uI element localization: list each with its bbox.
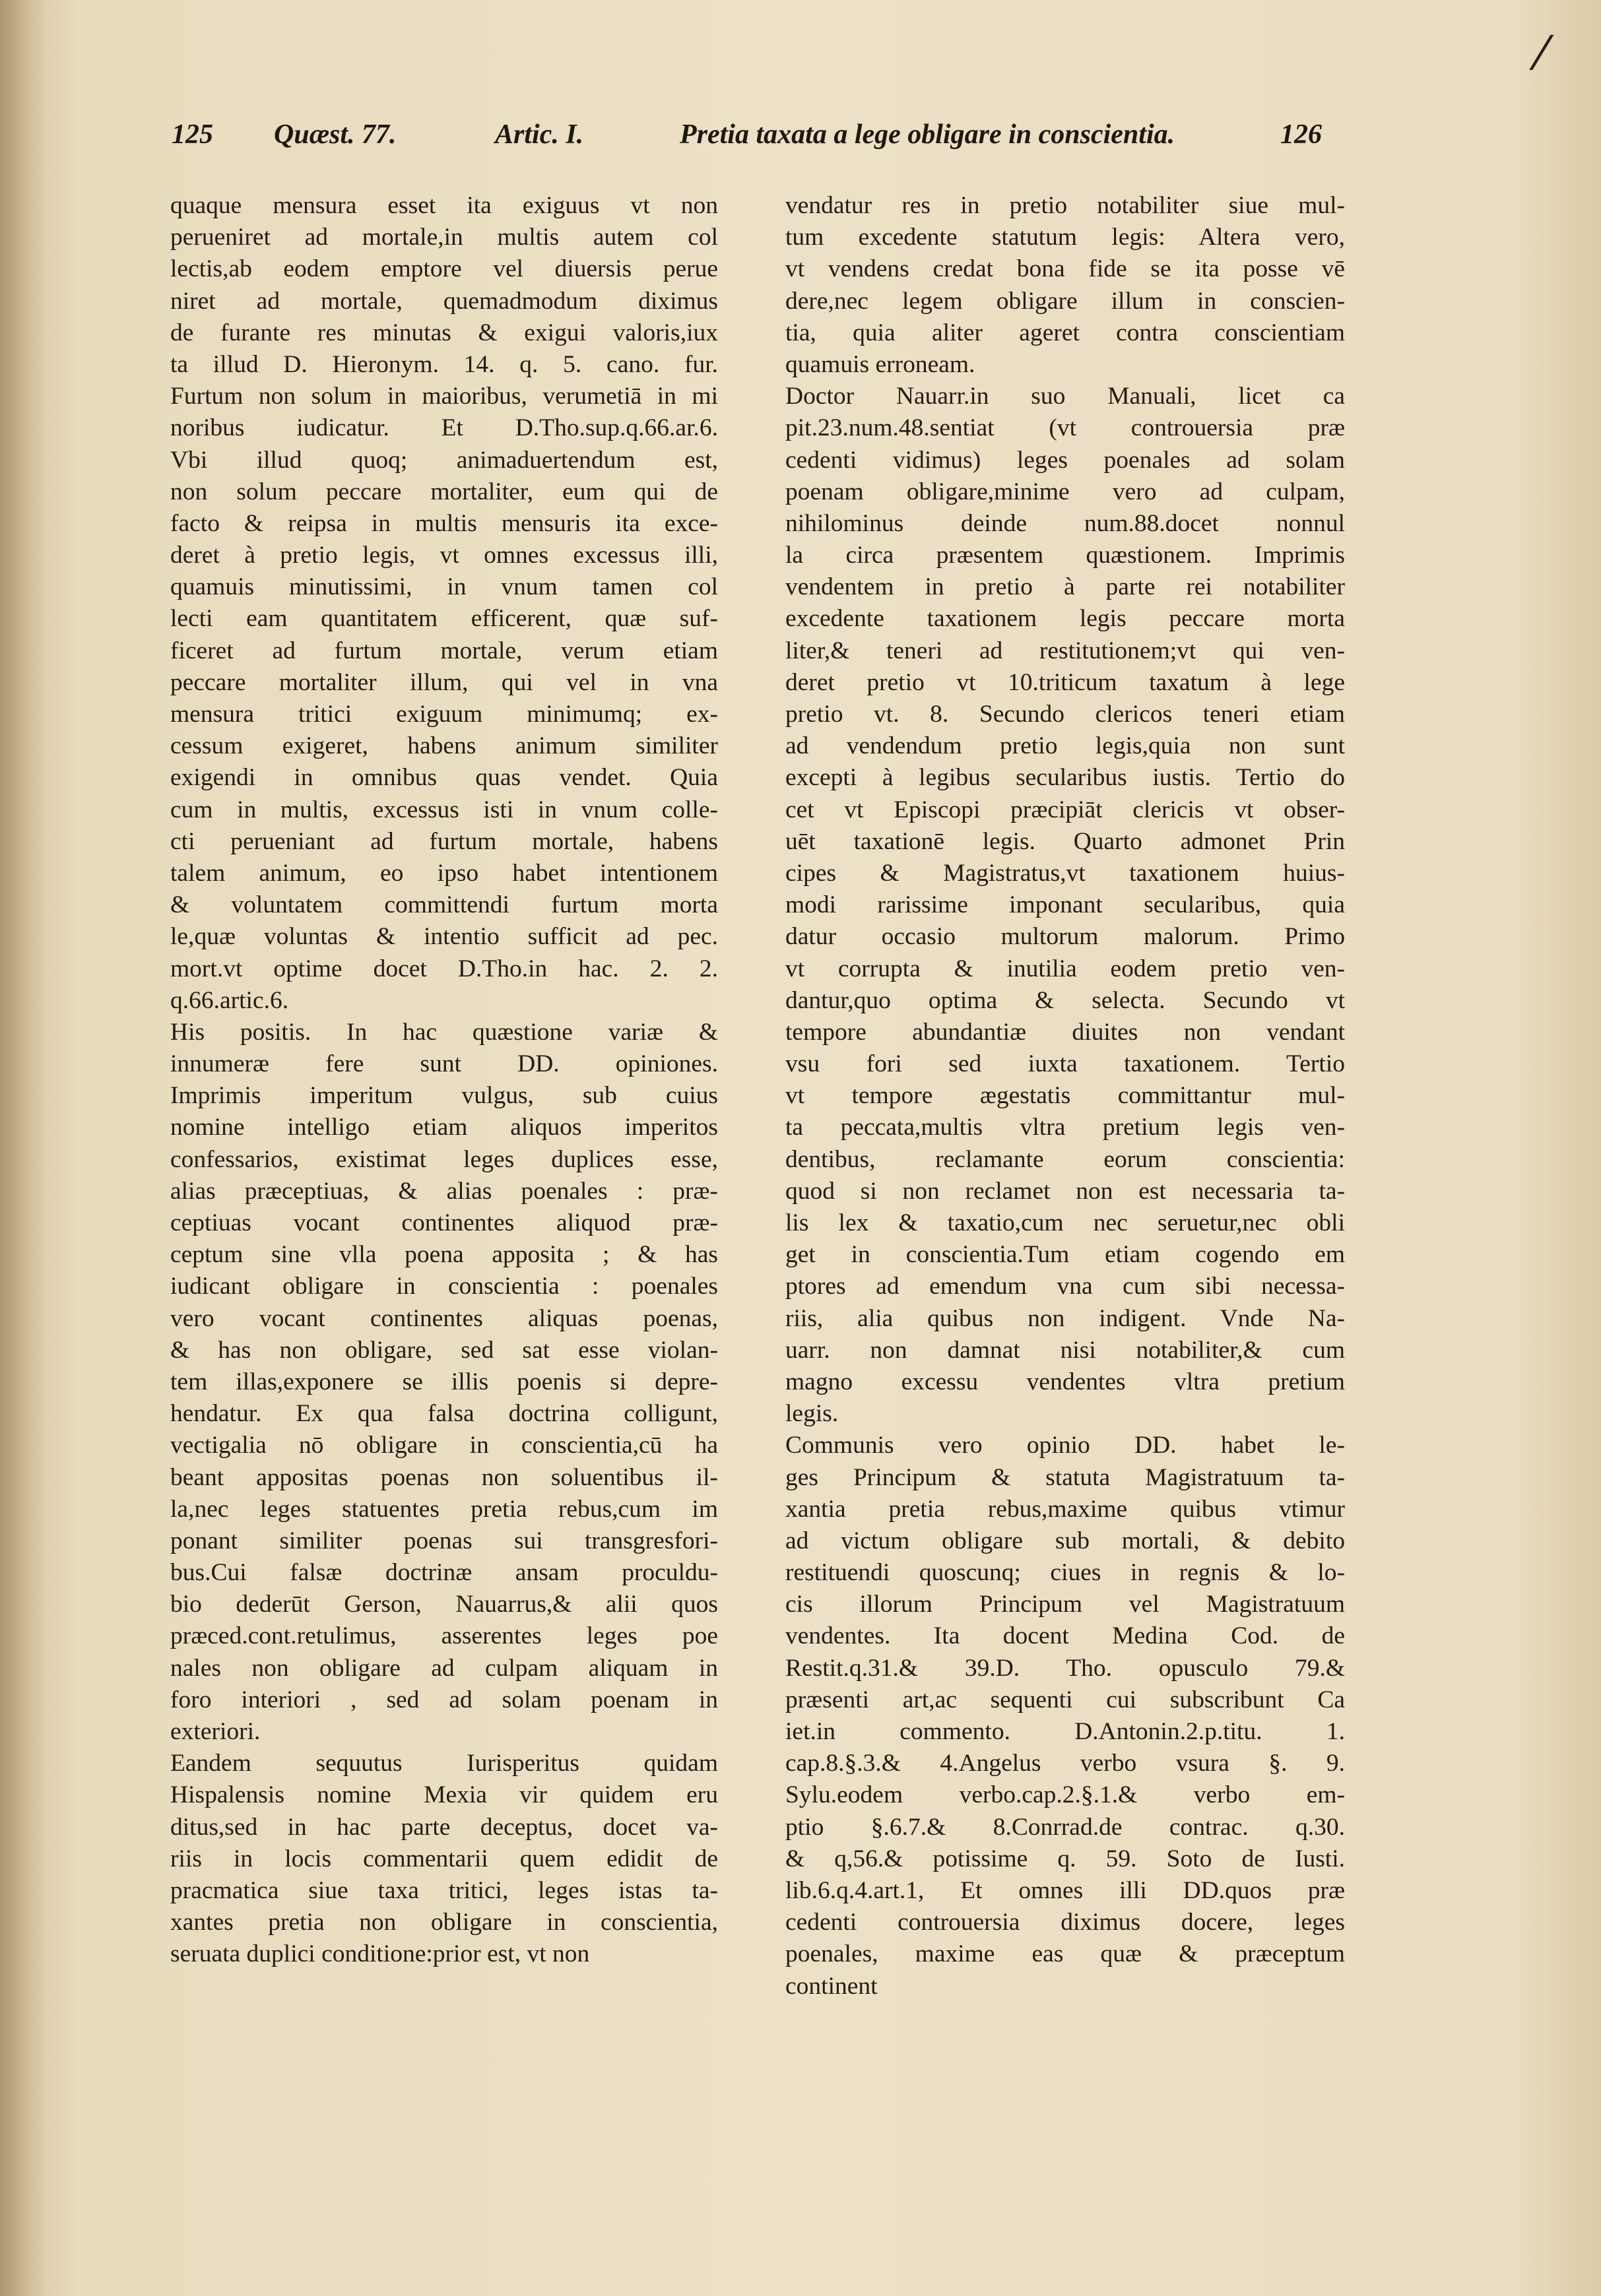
text-line: lectis,ab eodem emptore vel diuersis perue: [170, 255, 718, 283]
text-line: Eandem sequutus Iurisperitus quidam: [170, 1750, 718, 1777]
text-line: cedenti controuersia diximus docere, leges: [785, 1909, 1345, 1936]
text-line: & voluntatem committendi furtum morta: [170, 891, 718, 919]
text-line: riis in locis commentarii quem edidit de: [170, 1845, 718, 1872]
text-line: ad vendendum pretio legis,quia non sunt: [785, 732, 1345, 760]
text-line: vendentes. Ita docent Medina Cod. de: [785, 1622, 1345, 1650]
text-line: lis lex & taxatio,cum nec seruetur,nec obli: [785, 1209, 1345, 1236]
text-line: tia, quia aliter ageret contra conscientiam: [785, 319, 1345, 346]
text-line: exteriori.: [170, 1718, 261, 1745]
text-line: modi rarissime imponant secularibus, quia: [785, 891, 1345, 919]
text-line: hendatur. Ex qua falsa doctrina colligunt,: [170, 1400, 718, 1428]
text-line: bus.Cui falsæ doctrinæ ansam proculdu-: [170, 1559, 718, 1587]
text-line: pit.23.num.48.sentiat (vt controuersia præ: [785, 414, 1345, 442]
text-line: get in conscientia.Tum etiam cogendo em: [785, 1241, 1345, 1269]
text-line: ditus,sed in hac parte deceptus, docet va-: [170, 1813, 718, 1841]
text-line: pracmatica siue taxa tritici, leges istas ta-: [170, 1876, 718, 1904]
text-line: & q,56.& potissime q. 59. Soto de Iusti.: [785, 1845, 1345, 1872]
text-line: nales non obligare ad culpam aliquam in: [170, 1654, 718, 1682]
text-line: dentibus, reclamante eorum conscientia:: [785, 1145, 1345, 1173]
text-line: seruata duplici conditione:prior est, vt non: [170, 1940, 590, 1968]
text-line: iet.in commento. D.Antonin.2.p.titu. 1.: [785, 1718, 1345, 1745]
text-line: quamuis minutissimi, in vnum tamen col: [170, 573, 718, 601]
right-page-number: 126: [1280, 119, 1322, 150]
text-line: perueniret ad mortale,in multis autem col: [170, 224, 718, 251]
text-line: xantia pretia rebus,maxime quibus vtimur: [785, 1495, 1345, 1523]
text-line: confessarios, existimat leges duplices esse,: [170, 1145, 718, 1173]
text-line: Imprimis imperitum vulgus, sub cuius: [170, 1082, 718, 1110]
text-line: ad victum obligare sub mortali, & debito: [785, 1527, 1345, 1554]
text-line: poenales, maxime eas quæ & præceptum: [785, 1940, 1345, 1968]
text-line: riis, alia quibus non indigent. Vnde Na-: [785, 1304, 1345, 1332]
text-line: excedente taxationem legis peccare morta: [785, 605, 1345, 633]
text-line: Doctor Nauarr.in suo Manuali, licet ca: [785, 383, 1345, 410]
text-line: poenam obligare,minime vero ad culpam,: [785, 478, 1345, 505]
text-line: præsenti art,ac sequenti cui subscribunt Ca: [785, 1686, 1345, 1713]
text-line: beant appositas poenas non soluentibus il-: [170, 1463, 718, 1491]
text-line: quaque mensura esset ita exiguus vt non: [170, 192, 718, 219]
left-page-number: 125: [172, 119, 213, 150]
text-line: vendatur res in pretio notabiliter siue mul-: [785, 192, 1345, 219]
text-line: niret ad mortale, quemadmodum diximus: [170, 287, 718, 315]
text-line: vt corrupta & inutilia eodem pretio ven-: [785, 955, 1345, 982]
text-line: mort.vt optime docet D.Tho.in hac. 2. 2.: [170, 955, 718, 982]
text-line: ptores ad emendum vna cum sibi necessa-: [785, 1273, 1345, 1300]
text-line: q.66.artic.6.: [170, 986, 289, 1014]
text-line: facto & reipsa in multis mensuris ita exce-: [170, 509, 718, 537]
text-line: deret à pretio legis, vt omnes excessus illi,: [170, 542, 718, 569]
text-line: ta illud D. Hieronym. 14. q. 5. cano. fur.: [170, 350, 718, 378]
text-line: mensura tritici exiguum minimumq; ex-: [170, 701, 718, 728]
text-line: excepti à legibus secularibus iustis. Tertio do: [785, 764, 1345, 792]
text-line: vsu fori sed iuxta taxationem. Tertio: [785, 1050, 1345, 1078]
text-line: & has non obligare, sed sat esse violan-: [170, 1336, 718, 1364]
right-text-column: [785, 190, 1345, 2002]
text-line: exigendi in omnibus quas vendet. Quia: [170, 764, 718, 792]
text-line: vt vendens credat bona fide se ita posse vē: [785, 255, 1345, 283]
text-line: continent: [785, 1972, 878, 2000]
text-line: lib.6.q.4.art.1, Et omnes illi DD.quos præ: [785, 1876, 1345, 1904]
running-header: [172, 119, 1406, 165]
text-line: cipes & Magistratus,vt taxationem huius-: [785, 859, 1345, 887]
left-text-column: [170, 190, 718, 1971]
text-line: nihilominus deinde num.88.docet nonnul: [785, 509, 1345, 537]
text-line: restituendi quoscunq; ciues in regnis & lo-: [785, 1559, 1345, 1587]
text-line: pretio vt. 8. Secundo clericos teneri etiam: [785, 701, 1345, 728]
text-line: talem animum, eo ipso habet intentionem: [170, 859, 718, 887]
text-line: Vbi illud quoq; animaduertendum est,: [170, 446, 718, 474]
text-line: dere,nec legem obligare illum in conscien-: [785, 287, 1345, 315]
text-line: liter,& teneri ad restitutionem;vt qui ven-: [785, 637, 1345, 664]
text-line: la circa præsentem quæstionem. Imprimis: [785, 542, 1345, 569]
text-line: la,nec leges statuentes pretia rebus,cum im: [170, 1495, 718, 1523]
text-line: noribus iudicatur. Et D.Tho.sup.q.66.ar.6.: [170, 414, 718, 442]
text-line: quamuis erroneam.: [785, 350, 975, 378]
running-title: Pretia taxata a lege obligare in conscientia.: [680, 119, 1175, 150]
text-line: de furante res minutas & exigui valoris,iux: [170, 319, 718, 346]
text-line: uēt taxationē legis. Quarto admonet Prin: [785, 827, 1345, 855]
gutter-shadow: [0, 0, 46, 2296]
text-line: nomine intelligo etiam aliquos imperitos: [170, 1114, 718, 1141]
text-line: innumeræ fere sunt DD. opiniones.: [170, 1050, 718, 1078]
text-line: Restit.q.31.& 39.D. Tho. opusculo 79.&: [785, 1654, 1345, 1682]
article-label: Artic. I.: [495, 119, 584, 150]
text-line: uarr. non damnat nisi notabiliter,& cum: [785, 1336, 1345, 1364]
text-line: non solum peccare mortaliter, eum qui de: [170, 478, 718, 505]
text-line: ficeret ad furtum mortale, verum etiam: [170, 637, 718, 664]
text-line: deret pretio vt 10.triticum taxatum à lege: [785, 668, 1345, 696]
text-line: Hispalensis nomine Mexia vir quidem eru: [170, 1781, 718, 1809]
text-line: præced.cont.retulimus, asserentes leges poe: [170, 1622, 718, 1650]
text-line: cum in multis, excessus isti in vnum colle-: [170, 796, 718, 823]
text-line: tempore abundantiæ diuites non vendant: [785, 1018, 1345, 1046]
text-line: ptio §.6.7.& 8.Conrrad.de contrac. q.30.: [785, 1813, 1345, 1841]
text-line: lecti eam quantitatem efficerent, quæ suf-: [170, 605, 718, 633]
text-line: vero vocant continentes aliquas poenas,: [170, 1304, 718, 1332]
text-line: ta peccata,multis vltra pretium legis ven-: [785, 1114, 1345, 1141]
text-line: xantes pretia non obligare in conscientia,: [170, 1909, 718, 1936]
text-line: foro interiori , sed ad solam poenam in: [170, 1686, 718, 1713]
text-line: quod si non reclamet non est necessaria ta-: [785, 1177, 1345, 1205]
text-line: le,quæ voluntas & intentio sufficit ad pec.: [170, 923, 718, 951]
text-line: peccare mortaliter illum, qui vel in vna: [170, 668, 718, 696]
text-line: tem illas,exponere se illis poenis si depre-: [170, 1368, 718, 1395]
text-line: Furtum non solum in maioribus, verumetiā in mi: [170, 383, 718, 410]
text-line: Sylu.eodem verbo.cap.2.§.1.& verbo em-: [785, 1781, 1345, 1809]
text-line: His positis. In hac quæstione variæ &: [170, 1018, 718, 1046]
text-line: bio dederūt Gerson, Nauarrus,& alii quos: [170, 1591, 718, 1618]
text-line: tum excedente statutum legis: Altera vero,: [785, 224, 1345, 251]
text-line: vt tempore ægestatis committantur mul-: [785, 1082, 1345, 1110]
text-line: ponant similiter poenas sui transgresfori-: [170, 1527, 718, 1554]
text-line: cet vt Episcopi præcipiāt clericis vt obser-: [785, 796, 1345, 823]
text-line: cessum exigeret, habens animum similiter: [170, 732, 718, 760]
text-line: cedenti vidimus) leges poenales ad solam: [785, 446, 1345, 474]
text-line: ceptiuas vocant continentes aliquod præ-: [170, 1209, 718, 1236]
text-line: iudicant obligare in conscientia : poenales: [170, 1273, 718, 1300]
question-label: Quæst. 77.: [274, 119, 397, 150]
text-line: ceptum sine vlla poena apposita ; & has: [170, 1241, 718, 1269]
text-line: alias præceptiuas, & alias poenales : præ-: [170, 1177, 718, 1205]
margin-ink-mark: ⁄: [1538, 26, 1546, 80]
text-line: vendentem in pretio à parte rei notabiliter: [785, 573, 1345, 601]
text-line: ges Principum & statuta Magistratuum ta-: [785, 1463, 1345, 1491]
text-line: dantur,quo optima & selecta. Secundo vt: [785, 986, 1345, 1014]
text-line: Communis vero opinio DD. habet le-: [785, 1432, 1345, 1459]
text-line: cti perueniant ad furtum mortale, habens: [170, 827, 718, 855]
text-line: datur occasio multorum malorum. Primo: [785, 923, 1345, 951]
text-line: cap.8.§.3.& 4.Angelus verbo vsura §. 9.: [785, 1750, 1345, 1777]
text-line: magno excessu vendentes vltra pretium: [785, 1368, 1345, 1395]
text-line: cis illorum Principum vel Magistratuum: [785, 1591, 1345, 1618]
text-line: legis.: [785, 1400, 839, 1428]
text-line: vectigalia nō obligare in conscientia,cū ha: [170, 1432, 718, 1459]
